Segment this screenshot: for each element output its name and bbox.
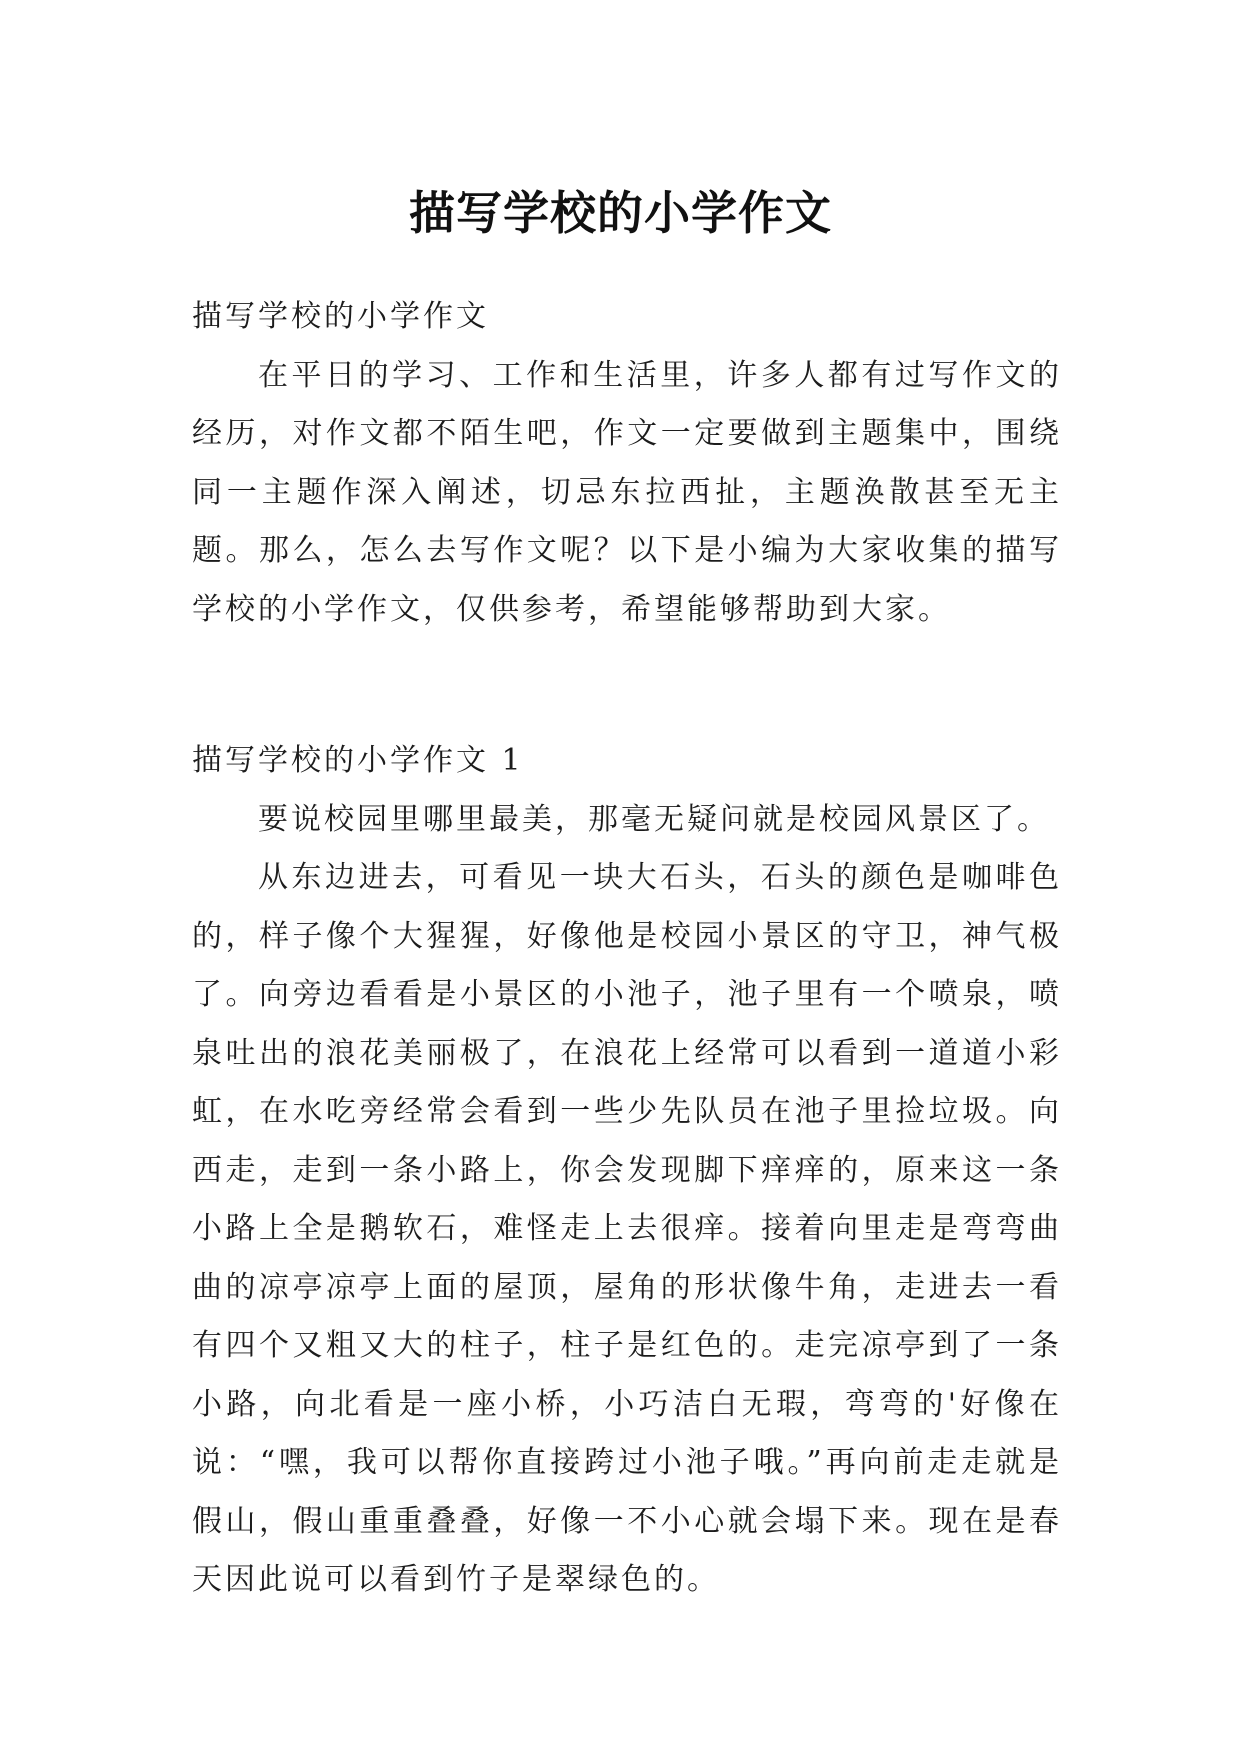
essay-1-paragraph-1: 要说校园里哪里最美，那毫无疑问就是校园风景区了。 xyxy=(258,801,1050,837)
document-body xyxy=(192,288,1062,1610)
essay-1-paragraph-2: 从东边进去，可看见一块大石头，石头的颜色是咖啡色的，样子像个大猩猩，好像他是校园小景区的守卫，神气极了。向旁边看看是小景区的小池子，池子里有一个喷泉，喷泉吐出的浪花美丽极了，在浪花上经常可以看到一道道小彩虹，在水吃旁经常会看到一些少先队员在池子里捡垃圾。向西走，走到一条小路上，你会发现脚下痒痒的，原来这一条小路上全是鹅软石，难怪走上去很痒。接着向里走是弯弯曲曲的凉亭凉亭上面的屋顶，屋角的形状像牛角，走进去一看有四个又粗又大的柱子，柱子是红色的。走完凉亭到了一条小路，向北看是一座小桥，小巧洁白无瑕，弯弯的'好像在说：“嘿，我可以帮你直接跨过小池子哦。”再向前走走就是假山，假山重重叠叠，好像一不小心就会塌下来。现在是春天因此说可以看到竹子是翠绿色的。 xyxy=(192,860,1062,1597)
intro-paragraph: 在平日的学习、工作和生活里，许多人都有过写作文的经历，对作文都不陌生吧，作文一定要做到主题集中，围绕同一主题作深入阐述，切忌东拉西扯，主题涣散甚至无主题。那么，怎么去写作文呢？以下是小编为大家收集的描写学校的小学作文，仅供参考，希望能够帮助到大家。 xyxy=(192,357,1062,627)
essay-1-heading: 描写学校的小学作文 1 xyxy=(192,743,524,778)
document-title: 描写学校的小学作文 xyxy=(409,185,832,240)
intro-heading: 描写学校的小学作文 xyxy=(192,299,489,334)
section-spacer xyxy=(192,639,1062,732)
